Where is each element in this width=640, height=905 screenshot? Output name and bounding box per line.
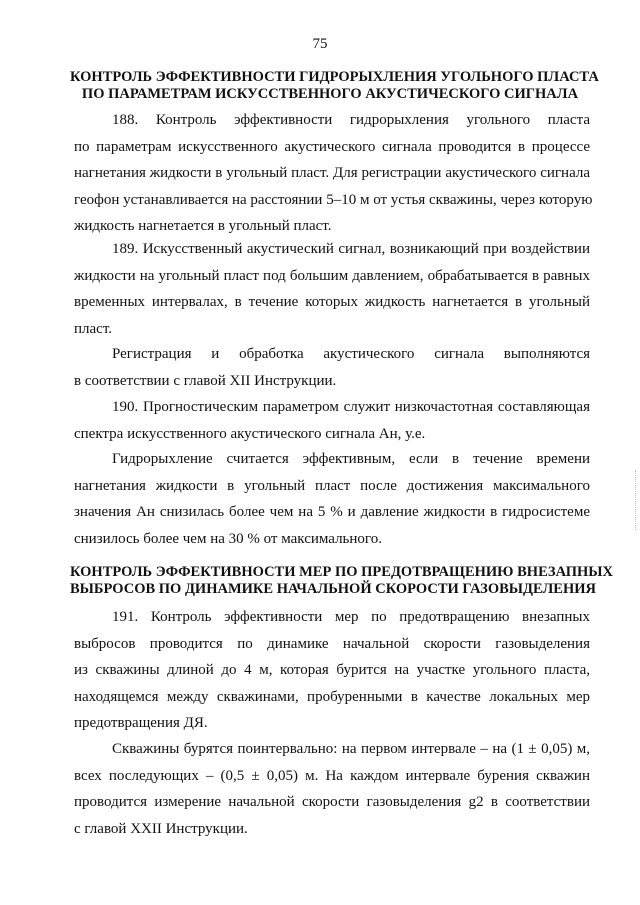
paragraph-191 — [74, 604, 590, 737]
paragraph-190 — [74, 394, 590, 447]
text-line: выбросов проводится по динамике начальной скорости газовыделения — [74, 635, 590, 652]
text-line: из скважины длиной до 4 м, которая бурится на участке угольного пласта, — [74, 662, 590, 678]
page-number: 75 — [312, 36, 328, 52]
text-line: 191. Контроль эффективности мер по предотвращению внезапных — [112, 609, 590, 625]
paragraph-189 — [74, 236, 590, 342]
text-line: по параметрам искусственного акустического сигнала проводится в процессе — [74, 138, 590, 155]
text-line: Гидрорыхление считается эффективным, если в течение времени — [112, 451, 590, 467]
text-line: проводится измерение начальной скорости газовыделения g2 в соответствии — [74, 794, 590, 810]
scan-edge-mark — [631, 470, 636, 530]
text-line: 190. Прогностическим параметром служит низкочастотная составляющая — [112, 399, 590, 415]
text-line: значения Aн снизилась более чем на 5 % и давление жидкости в гидросистеме — [74, 504, 590, 520]
text-line: находящемся между скважинами, пробуренными в качестве локальных мер — [74, 688, 590, 705]
text-line: снизилось более чем на 30 % от максимального. — [74, 530, 382, 547]
text-line: временных интервалах, в течение которых жидкость нагнетается в угольный — [74, 294, 590, 310]
text-line: спектра искусственного акустического сигнала Aн, у.е. — [74, 425, 426, 442]
text-line: 189. Искусственный акустический сигнал, возникающий при воздействии — [112, 241, 590, 257]
section-heading-hydraulic-loosening — [70, 69, 599, 103]
paragraph-effectiveness-criteria — [74, 446, 590, 552]
text-line: Скважины бурятся поинтервально: на первом интервале – на (1 ± 0,05) м, — [112, 741, 590, 757]
text-line: жидкость нагнетается в угольный пласт. — [74, 218, 332, 234]
section-heading-outburst-prevention — [70, 564, 613, 598]
heading-line: ВЫБРОСОВ ПО ДИНАМИКЕ НАЧАЛЬНОЙ СКОРОСТИ ГАЗОВЫДЕЛЕНИЯ — [70, 581, 596, 597]
heading-line: ПО ПАРАМЕТРАМ ИСКУССТВЕННОГО АКУСТИЧЕСКОГО СИГНАЛА — [81, 86, 579, 102]
text-line: пласт. — [74, 320, 113, 337]
text-line: предотвращения ДЯ. — [74, 715, 208, 731]
paragraph-188 — [74, 107, 593, 240]
text-line: геофон устанавливается на расстоянии 5–10 м от устья скважины, через которую — [74, 191, 593, 208]
paragraph-drilling-intervals — [74, 736, 590, 842]
text-line: с главой XXII Инструкции. — [74, 820, 248, 837]
text-line: нагнетания жидкости в угольный пласт. Для регистрации акустического сигнала — [74, 165, 590, 181]
text-line: жидкости на угольный пласт под большим давлением, обрабатывается в равных — [74, 267, 590, 284]
heading-line: КОНТРОЛЬ ЭФФЕКТИВНОСТИ МЕР ПО ПРЕДОТВРАЩЕНИЮ ВНЕЗАПНЫХ — [70, 564, 613, 580]
text-line: 188. Контроль эффективности гидрорыхления угольного пласта — [112, 112, 590, 128]
text-line: всех последующих – (0,5 ± 0,05) м. На каждом интервале бурения скважин — [74, 767, 590, 784]
text-line: в соответствии с главой XII Инструкции. — [74, 372, 337, 389]
heading-line: КОНТРОЛЬ ЭФФЕКТИВНОСТИ ГИДРОРЫХЛЕНИЯ УГОЛЬНОГО ПЛАСТА — [70, 69, 599, 85]
paragraph-registration — [74, 341, 590, 394]
text-line: Регистрация и обработка акустического сигнала выполняются — [112, 346, 590, 362]
text-line: нагнетания жидкости в угольный пласт после достижения максимального — [74, 477, 590, 494]
